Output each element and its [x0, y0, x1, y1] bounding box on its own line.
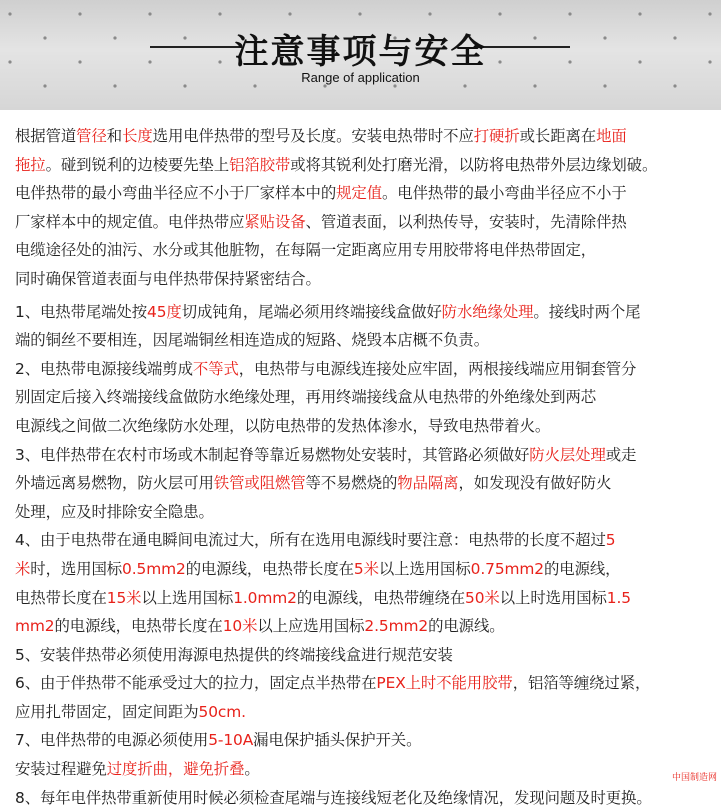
body-text: 8、每年电伴热带重新使用时候必须检查尾端与连接线短老化及绝缘情况，发现问题及时更换。: [15, 788, 652, 807]
body-text: ，电热带与电源线连接处应牢固，两根接线端应用铜套管分: [238, 359, 637, 378]
body-text: 的电源线，电热带长度在: [54, 617, 223, 636]
body-text: 6、由于伴热带不能承受过大的拉力，固定点半热带在: [15, 674, 377, 693]
body-text: 。: [244, 760, 260, 779]
highlight-text: 规定值: [336, 184, 382, 203]
notice-item-line: [15, 612, 710, 641]
highlight-text: 过度折曲，避免折叠: [106, 760, 245, 779]
watermark-text: 中国制造网: [671, 772, 717, 782]
body-text: 以上时选用国标: [499, 588, 607, 607]
body-text: 的电源线，: [544, 559, 621, 578]
notice-item-line: [15, 441, 710, 470]
body-text: 电缆途径处的油污、水分或其他脏物，在每隔一定距离应用专用胶带将电伴热带固定，: [15, 241, 597, 260]
body-text: 电伴热带的最小弯曲半径应不小于厂家样本中的: [15, 184, 337, 203]
body-text: 同时确保管道表面与电伴热带保持紧密结合。: [15, 269, 321, 288]
body-text: 电热带长度在: [15, 588, 107, 607]
highlight-text: 长度: [122, 127, 153, 145]
intro-line: [15, 151, 710, 180]
highlight-text: mm2: [15, 617, 55, 636]
highlight-text: 打硬折: [473, 127, 520, 145]
body-text: ，铝箔等缠绕过紧，: [512, 674, 651, 693]
highlight-text: 50米: [465, 588, 500, 607]
body-text: 切成钝角，尾端必须用终端接线盒做好: [181, 302, 442, 321]
notice-item-line: [15, 412, 710, 441]
notice-item: [15, 298, 710, 355]
body-text: 和: [106, 127, 123, 145]
highlight-text: 铁管或阻燃管: [213, 474, 306, 493]
page-subtitle: Range of application: [301, 70, 420, 85]
body-text: 。碰到锐利的边棱要先垫上: [45, 155, 230, 174]
body-text: 或走: [605, 445, 637, 464]
notice-item-line: [15, 784, 710, 812]
body-text: 的电源线，电热带长度在: [185, 559, 354, 578]
body-text: 或长距离在: [519, 127, 597, 145]
body-text: 以上选用国标: [378, 559, 471, 578]
highlight-text: 米: [15, 559, 31, 578]
notice-item-line: [15, 526, 710, 555]
highlight-text: 物品隔离: [397, 474, 459, 493]
notice-item: [15, 784, 710, 812]
notice-item-line: [15, 326, 710, 355]
body-text: 。电伴热带的最小弯曲半径应不小于: [381, 184, 627, 203]
body-text: 的电源线，电热带缠绕在: [296, 588, 466, 607]
highlight-text: 5-10A: [208, 731, 254, 750]
body-text: ，如发现没有做好防火: [458, 474, 612, 493]
highlight-text: 防水绝缘处理: [441, 302, 534, 321]
intro-line: [15, 236, 710, 265]
header-banner: [0, 0, 721, 110]
notice-content: [15, 122, 710, 812]
body-text: 时，选用国标: [30, 559, 123, 578]
highlight-text: 不等式: [192, 359, 239, 378]
notice-item: [15, 355, 710, 441]
highlight-text: 拖拉: [15, 155, 46, 174]
highlight-text: 铝箔胶带: [229, 155, 291, 174]
highlight-text: 10米: [222, 617, 258, 636]
body-text: 根据管道: [15, 127, 77, 145]
highlight-text: 1.5: [606, 588, 631, 607]
notice-item-line: [15, 469, 710, 498]
highlight-text: 0.75mm2: [470, 559, 544, 578]
highlight-text: 1.0mm2: [233, 588, 297, 607]
notice-item: [15, 526, 710, 640]
notice-item-line: [15, 298, 710, 327]
body-text: 漏电保护插头保护开关。: [253, 731, 422, 750]
highlight-text: 防火层处理: [529, 445, 606, 464]
intro-line: [15, 122, 710, 151]
highlight-text: 2.5mm2: [364, 617, 429, 636]
body-text: 端的铜丝不要相连，因尾端铜丝相连造成的短路、烧毁本店概不负责。: [15, 331, 490, 350]
highlight-text: 管径: [76, 127, 107, 145]
highlight-text: 紧贴设备: [244, 212, 306, 231]
body-text: 7、电伴热带的电源必须使用: [15, 731, 209, 750]
body-text: 1、电热带尾端处按: [15, 302, 148, 321]
body-text: 处理，应及时排除安全隐患。: [15, 502, 214, 521]
notice-item-line: [15, 498, 710, 527]
body-text: 。接线时两个尾: [533, 302, 641, 321]
body-text: 3、电伴热带在农村市场或木制起脊等靠近易燃物处安装时，其管路必须做好: [15, 445, 530, 464]
page-title: 注意事项与安全: [234, 32, 487, 72]
intro-line: [15, 265, 710, 294]
highlight-text: 45度: [147, 302, 182, 321]
body-text: 选用电伴热带的型号及长度。安装电热带时不应: [152, 127, 474, 145]
notice-item-line: [15, 726, 710, 755]
notice-item-line: [15, 555, 710, 584]
body-text: 的电源线。: [428, 617, 505, 636]
notice-item: [15, 669, 710, 726]
body-text: 等不易燃烧的: [305, 474, 398, 493]
body-text: 、管道表面，以利热传导，安装时，先清除伴热: [305, 212, 627, 231]
notice-item: [15, 441, 710, 527]
highlight-text: 5米: [353, 559, 379, 578]
notice-item-line: [15, 641, 710, 670]
body-text: 2、电热带电源接线端剪成: [15, 359, 193, 378]
body-text: 5、安装伴热带必须使用海源电热提供的终端接线盒进行规范安装: [15, 645, 453, 664]
highlight-text: PEX上时不能用胶带: [376, 674, 513, 693]
highlight-text: 0.5mm2: [122, 559, 186, 578]
body-text: 以上选用国标: [141, 588, 234, 607]
body-text: 或将其锐利处打磨光滑，以防将电热带外层边缘划破。: [290, 155, 658, 174]
body-text: 电源线之间做二次绝缘防水处理，以防电热带的发热体渗水，导致电热带着火。: [15, 416, 551, 435]
highlight-text: 5: [605, 531, 616, 550]
notice-list: [15, 298, 710, 812]
body-text: 应用扎带固定，固定间距为: [15, 702, 199, 721]
notice-item-line: [15, 383, 710, 412]
body-text: 外墙远离易燃物，防火层可用: [15, 474, 214, 493]
intro-line: [15, 179, 710, 208]
notice-item: [15, 726, 710, 783]
notice-item: [15, 641, 710, 670]
intro-line: [15, 208, 710, 237]
intro-paragraph: [15, 122, 710, 298]
highlight-text: 50cm.: [198, 702, 246, 721]
body-text: 4、由于电热带在通电瞬间电流过大，所有在选用电源线时要注意：电热带的长度不超过: [15, 531, 606, 550]
body-text: 别固定后接入终端接线盒做防水绝缘处理，再用终端接线盒从电热带的外绝缘处到两芯: [15, 388, 597, 407]
notice-item-line: [15, 584, 710, 613]
notice-item-line: [15, 669, 710, 698]
body-text: 厂家样本中的规定值。电伴热带应: [15, 212, 245, 231]
highlight-text: 地面: [596, 127, 627, 145]
body-text: 以上应选用国标: [257, 617, 365, 636]
notice-item-line: [15, 755, 710, 784]
notice-item-line: [15, 698, 710, 727]
body-text: 安装过程避免: [15, 760, 107, 779]
highlight-text: 15米: [106, 588, 142, 607]
notice-item-line: [15, 355, 710, 384]
